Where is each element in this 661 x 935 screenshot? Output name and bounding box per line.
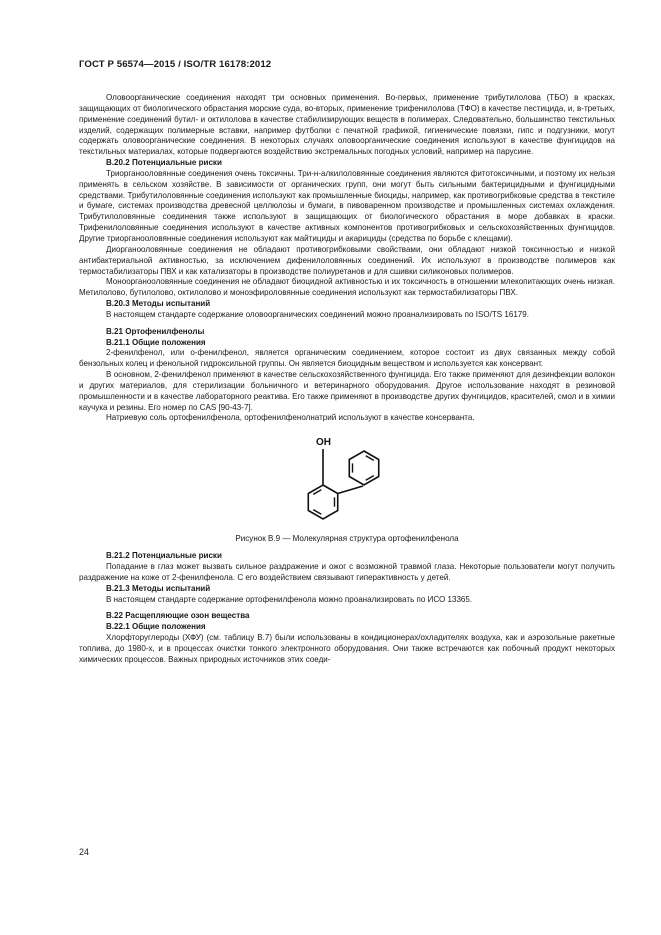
section-heading: В.20.3 Методы испытаний [106, 299, 211, 309]
paragraph: Попадание в глаз может вызвать сильное раздражение и ожог с возможной травмой глаза. Некоторые пользователи могут получить раздражение на коже от 2-фенилфенола. С его воздействием связывают гиперактивность у детей. [79, 562, 615, 582]
orthophenylphenol-structure [291, 432, 401, 530]
paragraph: 2-фенилфенол, или о-фенилфенол, является органическим соединением, которое состоит из двух связанных между собой бензольных колец и фенольной гидроксильной группы. Он является биоцидным веществом и используется как консервант. [79, 348, 615, 369]
figure [79, 432, 615, 545]
page-number: 24 [79, 847, 90, 857]
ring-bond [338, 486, 363, 494]
paragraph: Натриевую соль ортофенилфенола, ортофенилфенолнатрий используют в качестве консерванта. [106, 413, 475, 423]
document-body [79, 93, 615, 666]
phenyl-ring [349, 451, 378, 485]
figure-caption: Рисунок В.9 — Молекулярная структура ортофенилфенола [235, 534, 459, 544]
section-heading: В.21.2 Потенциальные риски [106, 551, 222, 561]
section-heading: В.20.2 Потенциальные риски [106, 158, 222, 168]
section-heading: В.21.1 Общие положения [106, 337, 206, 347]
phenol-ring [308, 485, 337, 519]
paragraph: Моноорганооловянные соединения не обладают биоцидной активностью и их токсичность в отношении млекопитающих очень низкая. Метилолово, бутилолово, октилолово и моноэфироловянные соединения используют как термостабилизаторы ПВХ. [79, 277, 615, 298]
section-heading: В.21 Ортофенилфенолы [106, 326, 205, 336]
molecule-diagram [79, 432, 615, 530]
paragraph: В настоящем стандарте содержание ортофенилфенола можно проанализировать по ИСО 13365. [106, 594, 473, 604]
hydroxyl-label: OH [316, 437, 331, 449]
paragraph: В основном, 2-фенилфенол применяют в качестве сельскохозяйственного фунгицида. Его также применяют для дезинфекции волокон и других материалов, для стерилизации больничного и ветеринарного оборудования. Другое использование находят в резиновой промышленности и в качестве лабораторного реактива. Его также применяют в производстве других фунгицидов, красителей, смол и в химии каучука и резины. Его номер по CAS [90-43-7]. [79, 370, 615, 412]
section-heading: В.22.1 Общие положения [106, 622, 206, 632]
paragraph: Триорганооловянные соединения очень токсичны. Три-н-алкилоловянные соединения являются фитотоксичными, и поэтому их нельзя применять в сельском хозяйстве. В зависимости от органических групп, они могут быть сильными бактерицидными и фунгицидными средствами. Трибутилоловянные соединения используют как промышленные биоциды, например, как противогрибковые средства в текстиле и бумаге, системах производства древесной целлюлозы и бумаги, в пивоваренном производстве и промышленных системах охлаждения. Трибутилоловянные соединения также используют в защищающих от биологического обрастания в море добавках в краски. Трифенилоловянные соединения используют в качестве активных компонентов противогрибковых и сельскохозяйственных фунгицидов. Другие триорганооловянные соединения используют как майтициды и акарициды (средства по борьбе с клещами). [79, 168, 615, 243]
paragraph: В настоящем стандарте содержание оловоорганических соединений можно проанализировать по ISO/TS 16179. [106, 309, 529, 319]
paragraph: Хлорфторуглероды (ХФУ) (см. таблицу В.7) были использованы в кондиционерах/охладителях воздуха, как и аэрозольные ракетные топлива, до 1980-х, и в процессах очистки тонкого электронного оборудования. Они также встречаются как побочный продукт некоторых химических процессов. Важных природных источников этих соеди- [79, 633, 615, 664]
section-heading: В.22 Расщепляющие озон вещества [106, 611, 250, 621]
section-heading: В.21.3 Методы испытаний [106, 583, 211, 593]
paragraph: Диорганооловянные соединения не обладают противогрибковыми свойствами, они обладают низкой токсичностью и низкой антибактериальной активностью, за исключением дифенилоловянных соединений. Их используют в производстве полимеров как термостабилизаторы ПВХ и как катализаторы в производстве полиуретанов и для сшивки силиконовых полимеров. [79, 244, 615, 276]
paragraph: Оловоорганические соединения находят три основных применения. Во-первых, применение трибутилолова (ТБО) в красках, защищающих от биологического обрастания морские суда, во-вторых, применение трифенилолова (ТФО) в качестве пестицида, и, в-третьих, применение соединений бутил- и октилолова в качестве стабилизирующих веществ в полимерах. Следовательно, большинство текстильных изделий, содержащих полимерные вставки, например футболки с печатной графикой, гигиенические повязки, гипс и подгузники, могут содержать оловоорганические соединения. В некоторых случаях оловоорганические соединения используют в качестве фунгицидов на текстильных материалах, которые подвергаются воздействию экстремальных погодных условий, например на парусине. [79, 93, 615, 157]
document-header: ГОСТ Р 56574—2015 / ISO/TR 16178:2012 [79, 59, 272, 70]
